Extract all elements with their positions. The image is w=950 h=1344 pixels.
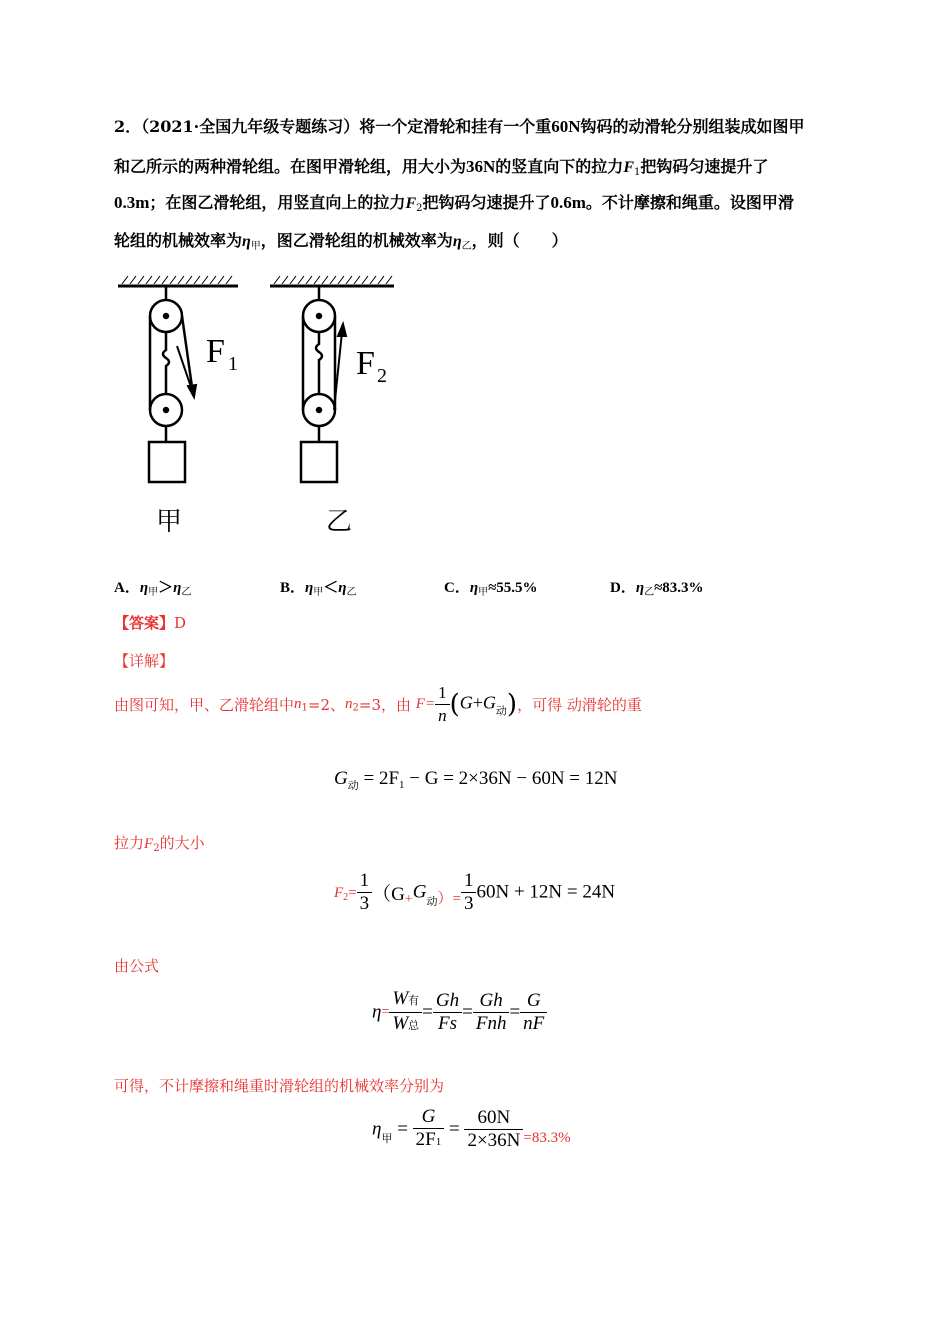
ceiling-hatch-yi [274, 276, 392, 284]
caption-yi: 乙 [326, 507, 353, 537]
ceiling-hatch-jia [122, 276, 232, 284]
label-f1: F [206, 333, 225, 370]
caption-jia: 甲 [156, 507, 183, 537]
question-line-3: 0.3m；在图乙滑轮组，用竖直向上的拉力$F_2$把钩码匀速提升了0.6m。不计摩擦和绳重。设图甲滑 [114, 193, 794, 214]
option-c[interactable]: C．$\eta_甲\approx 55.5\%$ [444, 580, 538, 598]
question-line-1: 2．（2021·全国九年级专题练习）将一个定滑轮和挂有一个重60N钩码的动滑轮分别组装成如图甲 [114, 117, 805, 136]
equation-2: F2= $\frac{1}{3}$ （$G_+G_{动)=}$ $\frac{1}{3}$ 60N + 12N = 24N [334, 870, 616, 914]
solution-para-1: 由图可知，甲、乙滑轮组中$n_1=2$、$n_2=3$，由 F= $\frac{1}{n}$ $(G+G_动)$，可得 动滑轮的重 [114, 683, 642, 725]
question-line-4: 轮组的机械效率为$\eta_甲$，图乙滑轮组的机械效率为$\eta_乙$，则（ ） [114, 231, 568, 252]
solution-para-3: 由公式 [114, 957, 160, 975]
pulley-system-jia [149, 286, 193, 482]
option-a[interactable]: A．$\eta_甲>\eta_乙$ [114, 580, 192, 598]
option-b[interactable]: B．$\eta_甲<\eta_乙$ [280, 580, 357, 598]
answer-value: D [174, 614, 187, 632]
equation-4: $\eta_甲$ = $\frac{G}{2F1}$ = $\frac{60N}{2\times 36N}$ $_{=83.3\%}$ [372, 1106, 571, 1151]
label-f1-sub: 1 [228, 353, 238, 375]
pulley-system-yi [301, 286, 337, 482]
equation-3: η= $\frac{\text{W有}}{\text{W总}}$ = $\frac{Gh}{Fs}$ = $\frac{Gh}{\text{Fnh}}$ = $\frac{G}{nF}$ [372, 988, 547, 1037]
question-line-2: 和乙所示的两种滑轮组。在图甲滑轮组，用大小为36N的竖直向下的拉力$F_1$把钩码匀速提升了 [114, 157, 769, 178]
solution-para-4: 可得，不计摩擦和绳重时滑轮组的机械效率分别为 [114, 1077, 445, 1095]
label-f2: F [356, 345, 375, 382]
label-f2-sub: 2 [377, 365, 387, 387]
equation-1: $G_动 = 2F_1 - G = 2\times 36N - 60N = 12N$ [334, 768, 618, 792]
solution-para-2: 拉力$F_2$的大小 [114, 834, 205, 854]
answer-line: 【答案】D [114, 614, 187, 632]
detail-label: 【详解】 [114, 652, 175, 670]
pulley-figure [110, 270, 410, 540]
option-d[interactable]: D．$\eta_乙\approx 83.3\%$ [610, 580, 704, 598]
